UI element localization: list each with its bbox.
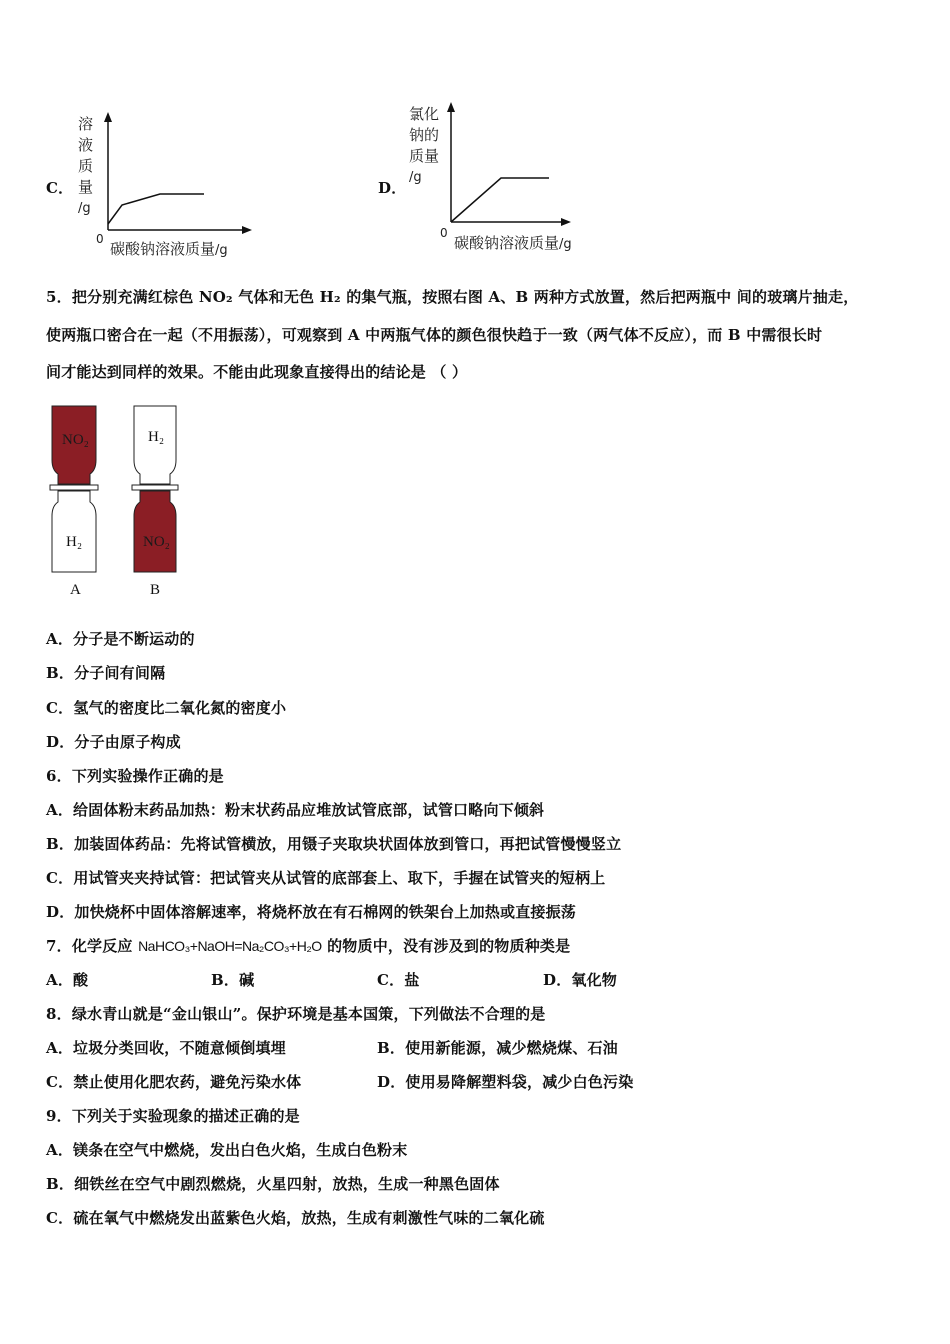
q9-option-a: A．镁条在空气中燃烧，发出白色火焰，生成白色粉末 xyxy=(46,1141,408,1159)
q7-stem-prefix: 7．化学反应 xyxy=(46,937,139,955)
q9-stem: 9．下列关于实验现象的描述正确的是 xyxy=(46,1107,300,1125)
graph-d-xunit: /g xyxy=(559,237,572,252)
bottle-a-top-label: NO₂ xyxy=(62,432,89,448)
q7-option-a: A．酸 xyxy=(46,971,89,989)
q8-option-c: C．禁止使用化肥农药，避免污染水体 xyxy=(46,1073,302,1091)
graph-d-xlabel-text: 碳酸钠溶液质量 xyxy=(454,234,560,252)
bottle-a-caption: A xyxy=(70,582,81,598)
q7-stem-suffix: 的物质中，没有涉及到的物质种类是 xyxy=(321,937,571,955)
q8-option-d: D．使用易降解塑料袋，减少白色污染 xyxy=(377,1073,634,1091)
q7-option-c: C．盐 xyxy=(377,971,420,989)
gas-bottles-figure xyxy=(46,398,196,598)
graph-c-xlabel-text: 碳酸钠溶液质量 xyxy=(110,240,216,258)
graph-c-ylabel-line: 溶 xyxy=(78,115,94,133)
graph-d-x-arrow xyxy=(561,218,571,226)
graph-c-ylabel-line: 质 xyxy=(78,157,94,175)
bottle-b-caption: B xyxy=(150,582,161,598)
graph-c-y-arrow xyxy=(104,112,112,122)
bottle-b-top-label: H₂ xyxy=(148,429,165,445)
q8-option-b: B．使用新能源，减少燃烧煤、石油 xyxy=(377,1039,618,1057)
q8-stem: 8．绿水青山就是“金山银山”。保护环境是基本国策，下列做法不合理的是 xyxy=(46,1005,546,1023)
graph-c-ylabel-line: 液 xyxy=(78,136,94,154)
option-d-label: D． xyxy=(378,179,407,197)
q6-option-c: C．用试管夹夹持试管：把试管夹从试管的底部套上、取下，手握在试管夹的短柄上 xyxy=(46,869,606,887)
bottle-b-bottom xyxy=(134,491,176,572)
graph-c-xunit: /g xyxy=(215,243,228,258)
option-c-label: C． xyxy=(46,179,74,197)
graph-c-ylabel-line: 量 xyxy=(78,178,94,196)
bottle-a-bottom-label: H₂ xyxy=(66,534,83,550)
bottle-a-bottom xyxy=(52,491,96,572)
q5-option-b: B．分子间有间隔 xyxy=(46,664,166,682)
q7-equation: NaHCO₃+NaOH=Na₂CO₃+H₂O xyxy=(138,938,322,954)
graph-d-curve xyxy=(451,178,549,222)
bottle-b-glass-plate xyxy=(132,485,178,490)
q5-option-d: D．分子由原子构成 xyxy=(46,733,181,751)
graph-c-x-arrow xyxy=(242,226,252,234)
graph-d-xlabel xyxy=(454,232,572,253)
graph-d-y-arrow xyxy=(447,102,455,112)
graph-c-ylabel xyxy=(78,114,98,219)
bottle-a-glass-plate xyxy=(50,485,98,490)
graph-d-axes xyxy=(441,100,581,230)
q6-option-a: A．给固体粉末药品加热：粉末状药品应堆放试管底部，试管口略向下倾斜 xyxy=(46,801,545,819)
q6-option-b: B．加装固体药品：先将试管横放，用镊子夹取块状固体放到管口，再把试管慢慢竖立 xyxy=(46,835,622,853)
q8-option-a: A．垃圾分类回收，不随意倾倒填埋 xyxy=(46,1039,286,1057)
graph-c-curve xyxy=(108,194,204,224)
q9-option-c: C．硫在氧气中燃烧发出蓝紫色火焰，放热，生成有刺激性气味的二氧化硫 xyxy=(46,1209,545,1227)
graph-c-axes xyxy=(96,110,256,240)
graph-d-ylabel-line: 质量 xyxy=(409,147,440,165)
q9-option-b: B．细铁丝在空气中剧烈燃烧，火星四射，放热，生成一种黑色固体 xyxy=(46,1175,500,1193)
graph-d-ylabel-line: 氯化 xyxy=(409,105,440,123)
graph-d-ylabel-line: 钠的 xyxy=(409,126,440,144)
q7-option-b: B．碱 xyxy=(211,971,255,989)
graph-c-xlabel xyxy=(110,238,228,259)
q5-stem-line2: 使两瓶口密合在一起（不用振荡），可观察到 A 中两瓶气体的颜色很快趋于一致（两气体不反应），而 B 中需很长时 xyxy=(46,326,823,344)
q5-stem-line1: 5．把分别充满红棕色 NO₂ 气体和无色 H₂ 的集气瓶，按照右图 A、B 两种方式放置，然后把两瓶中 间的玻璃片抽走， xyxy=(46,288,859,306)
q6-option-d: D．加快烧杯中固体溶解速率，将烧杯放在有石棉网的铁架台上加热或直接振荡 xyxy=(46,903,577,921)
q7-stem xyxy=(46,935,570,956)
graph-d-origin: 0 xyxy=(440,226,448,240)
q5-stem-line3: 间才能达到同样的效果。不能由此现象直接得出的结论是 （ ） xyxy=(46,363,468,381)
q5-option-c: C．氢气的密度比二氧化氮的密度小 xyxy=(46,699,287,717)
bottle-b-bottom-label: NO₂ xyxy=(143,534,170,550)
q5-option-a: A．分子是不断运动的 xyxy=(46,630,195,648)
graph-c-origin: 0 xyxy=(96,232,104,246)
graph-d-ylabel-line: /g xyxy=(409,170,422,185)
bottle-b-top xyxy=(134,406,176,484)
q7-option-d: D．氧化物 xyxy=(543,971,618,989)
q6-stem: 6．下列实验操作正确的是 xyxy=(46,767,224,785)
graph-c-ylabel-line: /g xyxy=(78,201,91,216)
